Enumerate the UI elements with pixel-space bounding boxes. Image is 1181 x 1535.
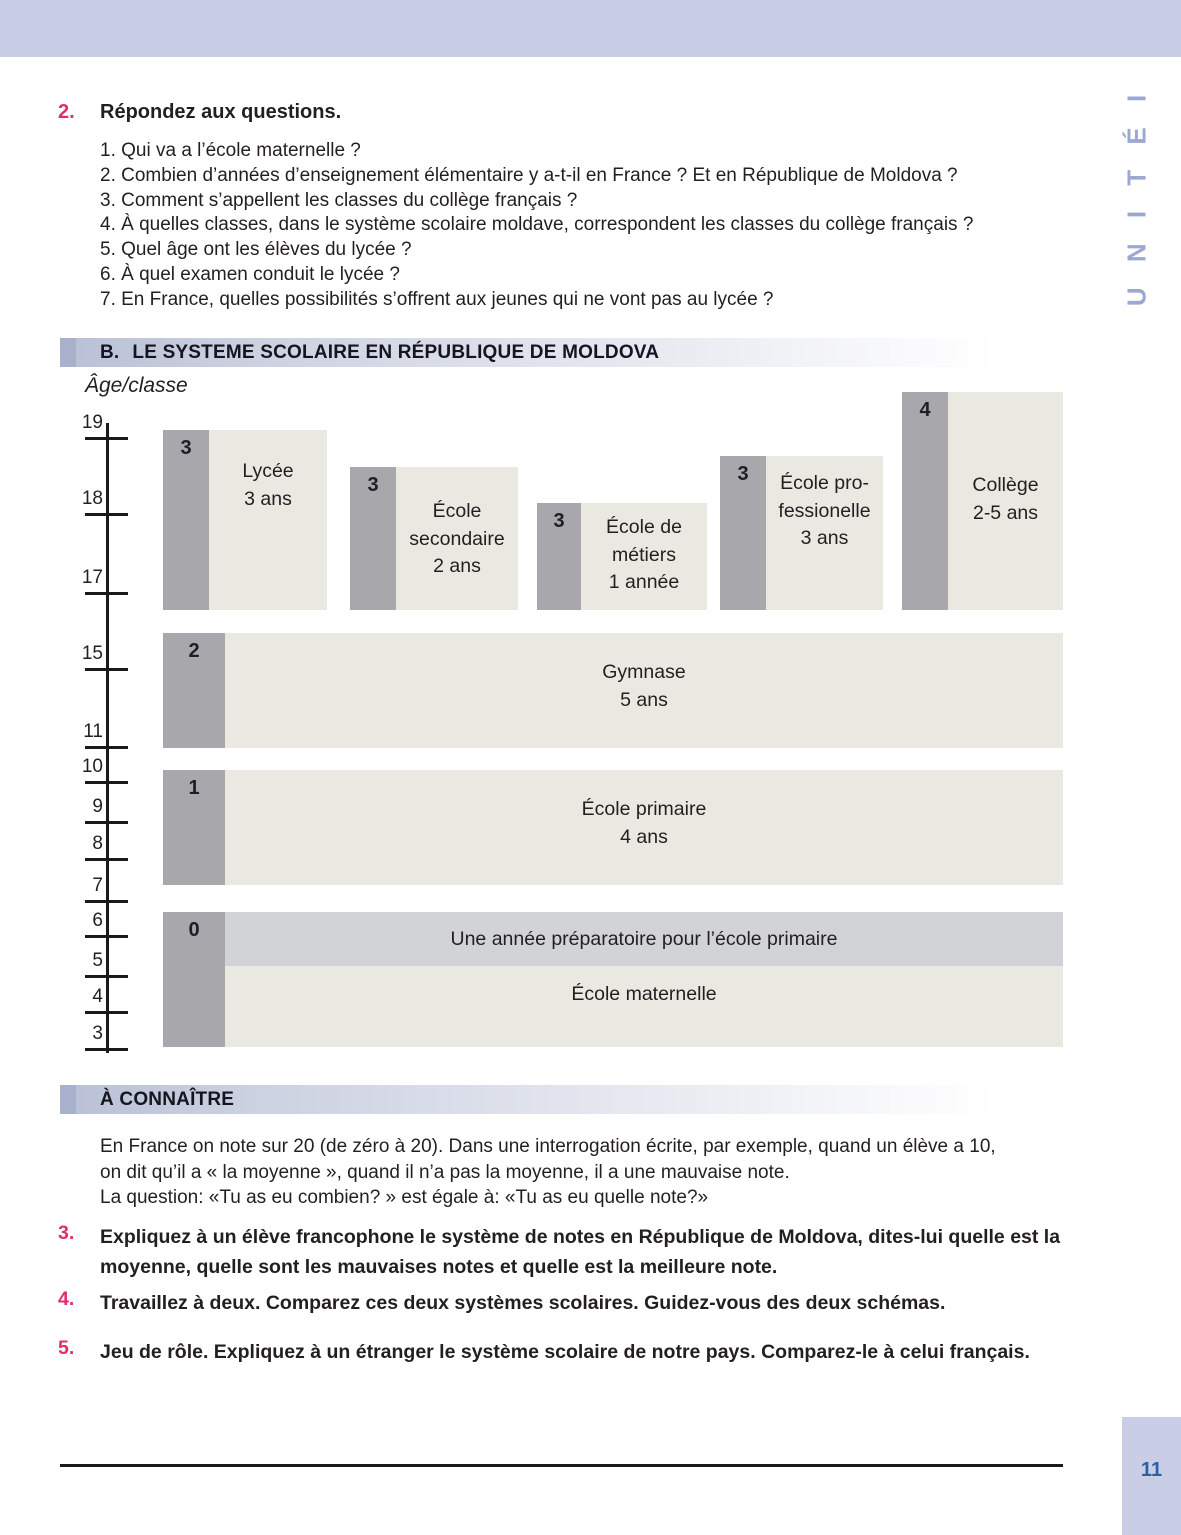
axis-tick-label: 11 (83, 721, 103, 742)
axis-tick (85, 668, 128, 671)
page-number: 11 (1140, 1459, 1163, 1481)
box-number-tab: 3 (163, 430, 209, 610)
a-connaitre-band (60, 1085, 1120, 1114)
box-number-tab: 2 (163, 633, 225, 748)
box-label (948, 392, 1063, 610)
axis-tick (85, 1011, 128, 1014)
exercise-5-number: 5. (58, 1337, 75, 1359)
diagram-box (537, 503, 707, 610)
box-label-line: secondaire (409, 527, 505, 550)
axis-tick-label: 9 (92, 796, 103, 817)
axis-tick-label: 8 (92, 833, 103, 854)
box-label-line: métiers (612, 543, 676, 566)
axis-tick-label: 6 (92, 910, 103, 931)
box-0-number-tab: 0 (163, 912, 225, 1047)
box-label (581, 503, 707, 610)
axis-tick-label: 15 (81, 643, 103, 664)
axis-tick-label: 7 (92, 875, 103, 896)
box-number-tab: 1 (163, 770, 225, 885)
axis-tick (85, 858, 128, 861)
exercise-4 (58, 1288, 1090, 1318)
section-b-title: LE SYSTEME SCOLAIRE EN RÉPUBLIQUE DE MOLDOVA (132, 341, 660, 363)
question-item: 5. Quel âge ont les élèves du lycée ? (100, 239, 412, 261)
box-label-line: 3 ans (244, 487, 292, 510)
questions-list (100, 139, 1145, 313)
box-label-line: 3 ans (800, 527, 849, 549)
a-connaitre-paragraph (100, 1134, 1100, 1211)
footer-rule (60, 1464, 1063, 1467)
box-label-line: École pro- (780, 472, 869, 494)
box-label (396, 467, 518, 610)
box-label-line: 2 ans (433, 555, 481, 577)
axis-tick-label: 18 (81, 488, 103, 509)
axis-tick-label: 19 (81, 412, 103, 433)
question-item: 2. Combien d’années d’enseignement élémentaire y a-t-il en France ? Et en République de Moldova ? (100, 164, 958, 186)
section-b-label: B. (100, 341, 120, 363)
diagram-box (163, 770, 1063, 885)
axis-tick (85, 781, 128, 784)
diagram-box (163, 633, 1063, 748)
box-number-tab: 3 (350, 467, 396, 610)
box-label (209, 430, 327, 610)
a-connaitre-line: La question: «Tu as eu combien? » est égale à: «Tu as eu quelle note?» (100, 1187, 709, 1209)
section-b-band-cap (60, 338, 76, 367)
box-number-tab: 3 (537, 503, 581, 610)
a-connaitre-line: on dit qu’il a « la moyenne », quand il n’a pas la moyenne, il a une mauvaise note. (100, 1161, 790, 1183)
box-label-line: École (432, 500, 482, 522)
axis-tick (85, 935, 128, 938)
axis-tick (85, 746, 128, 749)
section-b-band (60, 338, 1120, 367)
axis-tick (85, 900, 128, 903)
axis-tick (85, 437, 128, 440)
exercise-3 (58, 1222, 1075, 1282)
exercise-3-number: 3. (58, 1222, 75, 1244)
box-label-line: Lycée (242, 460, 294, 482)
axis-tick-label: 10 (81, 756, 103, 777)
axis-title: Âge/classe (85, 374, 188, 397)
section-b-heading (100, 342, 659, 364)
diagram-box (720, 456, 883, 610)
axis-tick (85, 821, 128, 824)
box-label (225, 770, 1063, 885)
axis-tick-label: 5 (92, 950, 103, 971)
exercise-5 (58, 1337, 1050, 1367)
box-label-line: fessionelle (778, 499, 871, 522)
top-header-band (0, 0, 1181, 57)
axis-tick-label: 4 (92, 986, 103, 1007)
exercise-5-text: Jeu de rôle. Expliquez à un étranger le système scolaire de notre pays. Comparez-le à celui français. (100, 1341, 1030, 1363)
a-connaitre-band-cap (60, 1085, 76, 1114)
axis-tick (85, 975, 128, 978)
box-label-line: Collège (972, 474, 1039, 496)
exercise-3-text: Expliquez à un élève francophone le système de notes en République de Moldova, dites-lui quelle est la moyenne, quelle sont les mauvaises notes et quelle est la meilleure note. (100, 1226, 1061, 1278)
box-label (225, 633, 1063, 748)
a-connaitre-title: À CONNAÎTRE (100, 1088, 235, 1110)
page-number-block (1122, 1417, 1181, 1535)
diagram-box (350, 467, 518, 610)
exercise-4-text: Travaillez à deux. Comparez ces deux systèmes scolaires. Guidez-vous des deux schémas. (100, 1292, 946, 1314)
exercise-2-number: 2. (58, 101, 75, 123)
question-item: 3. Comment s’appellent les classes du collège français ? (100, 189, 578, 211)
box-label-line: 4 ans (620, 825, 668, 848)
question-item: 7. En France, quelles possibilités s’offrent aux jeunes qui ne vont pas au lycée ? (100, 288, 774, 310)
box-label-line: 5 ans (620, 688, 668, 711)
question-item: 1. Qui va a l’école maternelle ? (100, 140, 361, 161)
a-connaitre-heading (100, 1089, 234, 1111)
box-preparatory-year: Une année préparatoire pour l’école primaire (225, 912, 1063, 966)
diagram-box (902, 392, 1063, 610)
exercise-2-heading (58, 101, 341, 124)
axis-tick (85, 513, 128, 516)
box-label-line: École de (606, 516, 682, 538)
axis-tick-label: 17 (81, 567, 103, 588)
a-connaitre-line: En France on note sur 20 (de zéro à 20). Dans une interrogation écrite, par exemple, quand un élève a 10, (100, 1136, 996, 1157)
box-label (766, 456, 883, 610)
axis-tick (85, 1048, 128, 1051)
axis-tick (85, 592, 128, 595)
box-label-line: 2-5 ans (972, 501, 1039, 524)
box-ecole-maternelle: École maternelle (225, 966, 1063, 1047)
box-number-tab: 3 (720, 456, 766, 610)
question-item: 6. À quel examen conduit le lycée ? (100, 263, 400, 285)
box-label-line: 1 année (608, 571, 680, 593)
exercise-4-number: 4. (58, 1288, 75, 1310)
box-label-line: École primaire (581, 798, 707, 820)
box-label-line: Gymnase (602, 661, 686, 683)
box-number-tab: 4 (902, 392, 948, 610)
axis-tick-label: 3 (92, 1023, 103, 1044)
unit-label-vertical: U N I T É I (1121, 85, 1152, 307)
question-item: 4. À quelles classes, dans le système scolaire moldave, correspondent les classes du collège français ? (100, 214, 974, 236)
age-axis-line (106, 423, 109, 1053)
diagram-box (163, 430, 327, 610)
exercise-2-title: Répondez aux questions. (100, 101, 342, 123)
